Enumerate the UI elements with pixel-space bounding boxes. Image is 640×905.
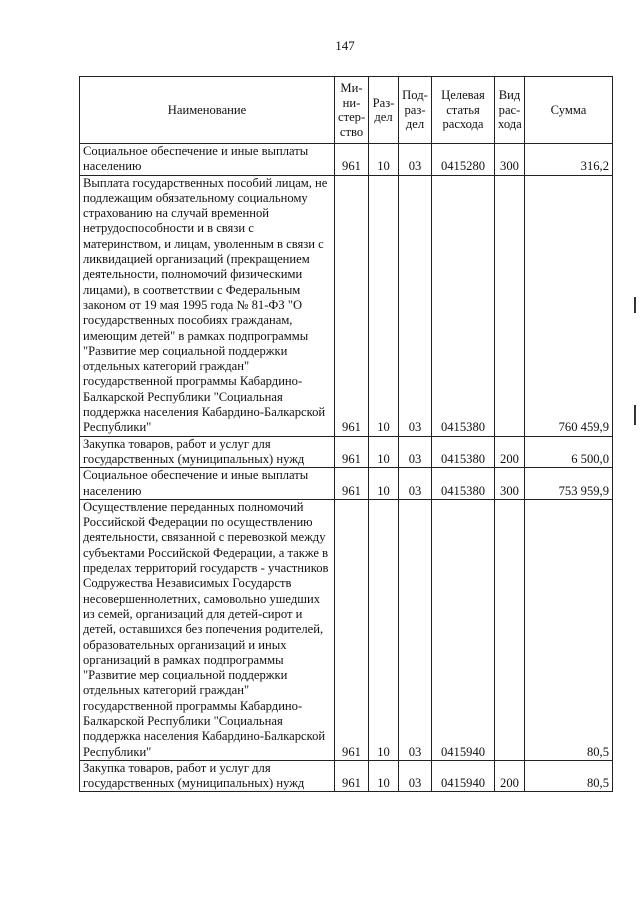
row-sum: 6 500,0	[525, 436, 613, 468]
header-subsection: Под- раз- дел	[399, 77, 432, 144]
row-subsection: 03	[399, 436, 432, 468]
header-target-article: Целевая статья расхода	[432, 77, 495, 144]
row-ministry: 961	[335, 144, 369, 176]
row-subsection: 03	[399, 468, 432, 500]
row-kind: 300	[495, 468, 525, 500]
row-ministry: 961	[335, 436, 369, 468]
scan-edge-mark	[634, 405, 636, 425]
row-ministry: 961	[335, 468, 369, 500]
table-row	[80, 499, 613, 760]
row-subsection: 03	[399, 760, 432, 792]
row-sum: 80,5	[525, 760, 613, 792]
row-sum: 80,5	[525, 499, 613, 760]
row-subsection: 03	[399, 175, 432, 436]
header-expense-kind: Вид рас- хода	[495, 77, 525, 144]
table-header-row	[80, 77, 613, 144]
row-section: 10	[369, 144, 399, 176]
row-ministry: 961	[335, 760, 369, 792]
table-row	[80, 175, 613, 436]
row-name: Выплата государственных пособий лицам, не подлежащим обязательному социальному страхованию на случай временной нетрудоспособности и в связи с материнством, и лицам, уволенным в связи с ликвидацией организаций (прекращением деятельности, полномочий физическими лицами), в соответствии с Федеральным законом от 19 мая 1995 года № 81-ФЗ "О государственных пособиях гражданам, имеющим детей" в рамках подпрограммы "Развитие мер социальной поддержки отдельных категорий граждан" государственной программы Кабардино-Балкарской Республики "Социальная поддержка населения Кабардино-Балкарской Республики"	[80, 175, 335, 436]
table-row	[80, 436, 613, 468]
row-name: Осуществление переданных полномочий Российской Федерации по осуществлению деятельности, связанной с перевозкой между субъектами Российской Федерации, а также в пределах территорий государств - участников Содружества Независимых Государств несовершеннолетних, самовольно ушедших из семей, организаций для детей-сирот и детей, оставшихся без попечения родителей, образовательных организаций и иных организаций в рамках подпрограммы "Развитие мер социальной поддержки отдельных категорий граждан" государственной программы Кабардино-Балкарской Республики "Социальная поддержка населения Кабардино-Балкарской Республики"	[80, 499, 335, 760]
row-name: Социальное обеспечение и иные выплаты населению	[80, 468, 335, 500]
row-target: 0415280	[432, 144, 495, 176]
row-sum: 316,2	[525, 144, 613, 176]
row-kind: 200	[495, 436, 525, 468]
row-name: Закупка товаров, работ и услуг для государственных (муниципальных) нужд	[80, 436, 335, 468]
row-kind	[495, 499, 525, 760]
header-section: Раз- дел	[369, 77, 399, 144]
table-row	[80, 760, 613, 792]
scan-edge-mark	[634, 297, 636, 313]
row-section: 10	[369, 499, 399, 760]
header-name: Наименование	[80, 77, 335, 144]
table-row	[80, 468, 613, 500]
row-name: Закупка товаров, работ и услуг для государственных (муниципальных) нужд	[80, 760, 335, 792]
row-sum: 753 959,9	[525, 468, 613, 500]
row-target: 0415380	[432, 436, 495, 468]
row-kind: 200	[495, 760, 525, 792]
row-section: 10	[369, 436, 399, 468]
row-subsection: 03	[399, 144, 432, 176]
page-number: 147	[335, 38, 355, 53]
budget-table	[79, 76, 613, 792]
row-subsection: 03	[399, 499, 432, 760]
row-ministry: 961	[335, 175, 369, 436]
row-target: 0415380	[432, 468, 495, 500]
row-target: 0415940	[432, 499, 495, 760]
row-target: 0415380	[432, 175, 495, 436]
row-name: Социальное обеспечение и иные выплаты населению	[80, 144, 335, 176]
table-row	[80, 144, 613, 176]
row-kind	[495, 175, 525, 436]
header-sum: Сумма	[525, 77, 613, 144]
row-section: 10	[369, 175, 399, 436]
row-target: 0415940	[432, 760, 495, 792]
row-kind: 300	[495, 144, 525, 176]
header-ministry: Ми- ни- стер- ство	[335, 77, 369, 144]
row-section: 10	[369, 468, 399, 500]
row-sum: 760 459,9	[525, 175, 613, 436]
row-ministry: 961	[335, 499, 369, 760]
row-section: 10	[369, 760, 399, 792]
